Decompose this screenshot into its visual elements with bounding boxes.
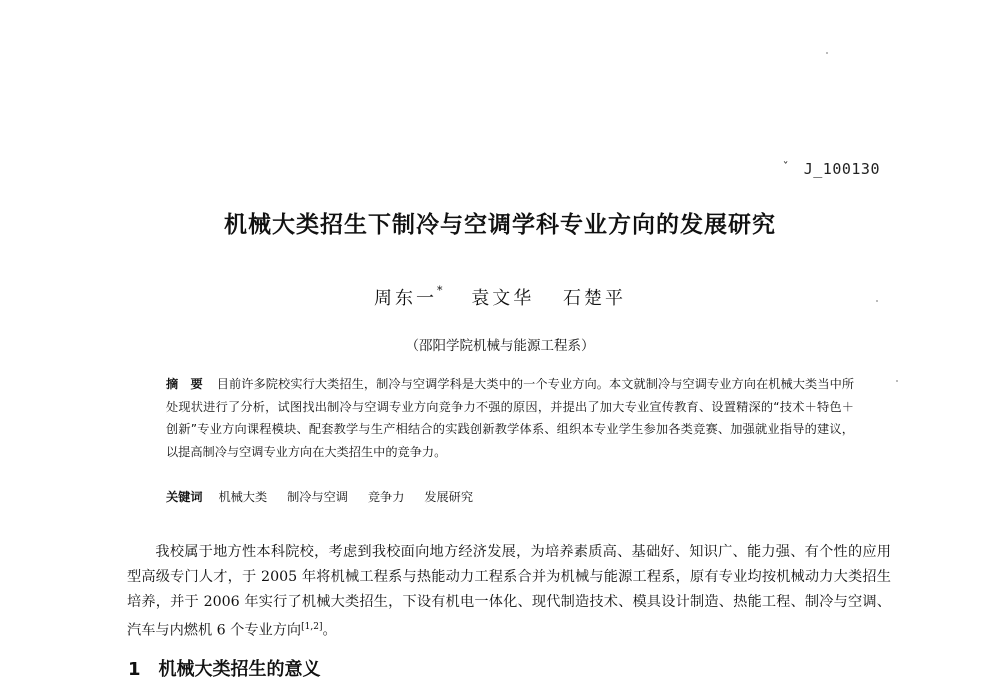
paragraph-text: 我校属于地方性本科院校，考虑到我校面向地方经济发展，为培养素质高、基础好、知识广、能力强、有个性的应用型高级专门人才，于 2005 年将机械工程系与热能动力工程系合并为机械与能源工程系，原有专业均按机械动力大类招生培养，并于 2006 年实行了机械大类招生，下设有机电一体化、现代制造技术、模具设计制造、热能工程、制冷与空调、汽车与内燃机 6 个专业方向 (127, 544, 891, 639)
keywords-label: 关键词 (166, 490, 203, 504)
keyword-item: 制冷与空调 (287, 490, 348, 504)
affiliation: （邵阳学院机械与能源工程系） (405, 338, 595, 354)
scan-speck (876, 300, 878, 302)
keyword-item: 竞争力 (367, 490, 405, 504)
citation: [1,2] (301, 622, 323, 632)
document-id-text: J_100130 (803, 160, 880, 178)
document-id (782, 160, 880, 178)
author-name: 石楚平 (562, 288, 626, 309)
section-title: 机械大类招生的意义 (158, 659, 321, 680)
paper-title: 机械大类招生下制冷与空调学科专业方向的发展研究 (224, 212, 776, 238)
keyword-item: 发展研究 (424, 490, 474, 504)
author-name: 袁文华 (471, 288, 535, 309)
keyword-item: 机械大类 (218, 490, 268, 504)
author-mark: * (437, 284, 443, 297)
author-name: 周东一 (374, 288, 438, 309)
author-list (0, 284, 1000, 310)
paragraph-end: 。 (322, 622, 337, 639)
abstract-text: 目前许多院校实行大类招生，制冷与空调学科是大类中的一个专业方向。本文就制冷与空调专业方向在机械大类当中所处现状进行了分析，试图找出制冷与空调专业方向竞争力不强的原因，并提出了加大专业宣传教育、设置精深的“技术＋特色＋创新”专业方向课程模块、配套教学与生产相结合的实践创新教学体系、组织本专业学生参加各类竞赛、加强就业指导的建议，以提高制冷与空调专业方向在大类招生中的竞争力。 (166, 377, 855, 459)
scan-mark: ˇ (782, 160, 790, 174)
section-number: 1 (128, 659, 141, 680)
abstract-label: 摘 要 (166, 377, 203, 391)
keywords (166, 488, 854, 505)
scan-speck (896, 380, 898, 382)
body-paragraph (127, 540, 891, 644)
author-3 (563, 288, 626, 309)
author-2 (471, 288, 534, 309)
scan-speck (826, 52, 828, 54)
author-1 (374, 284, 443, 309)
section-heading (128, 655, 321, 681)
abstract (166, 373, 854, 463)
